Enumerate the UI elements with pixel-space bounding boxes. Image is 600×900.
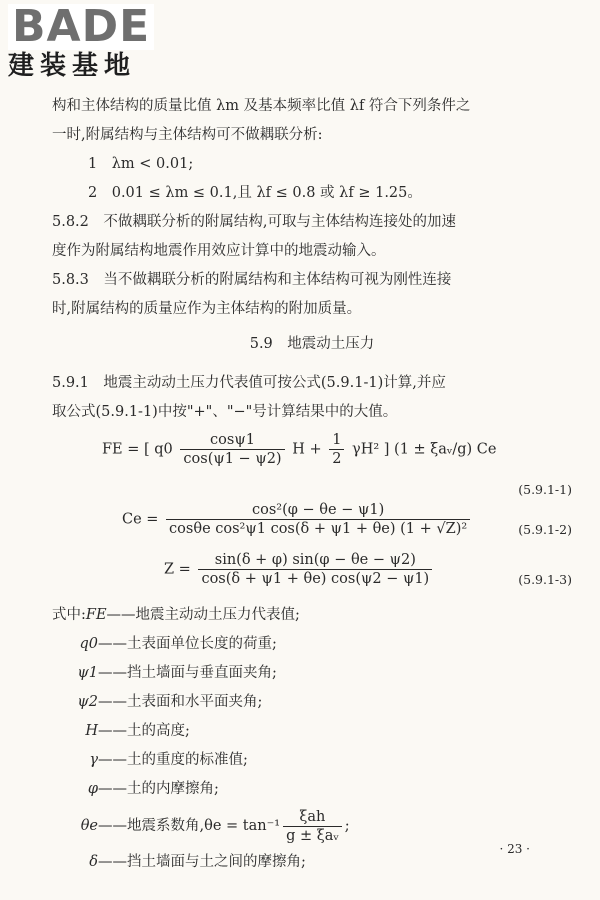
where-symbol: δ: [89, 854, 98, 870]
where-item: [52, 775, 572, 804]
equation-5-9-1-1: [52, 427, 572, 475]
text-line: 构和主体结构的质量比值 λm 及基本频率比值 λf 符合下列条件之: [52, 98, 471, 114]
where-symbol: θe: [80, 818, 98, 834]
eq1-numerator: cosψ1: [180, 431, 284, 450]
text-line: 一时,附属结构与主体结构可不做耦联分析:: [52, 127, 323, 143]
eq1-half-den: 2: [332, 451, 342, 467]
where-item: [52, 601, 572, 630]
where-item: [52, 717, 572, 746]
theta-end: ;: [344, 818, 350, 834]
page-body: [52, 92, 572, 877]
where-symbol: φ: [87, 781, 98, 797]
eq3-left: Z =: [164, 561, 191, 578]
where-text: ——地震系数角,θe = tan⁻¹: [98, 818, 281, 834]
section-title: 5.9 地震动土压力: [249, 336, 375, 352]
eq1-left: FE = [ q0: [102, 441, 173, 458]
where-item: [52, 804, 572, 848]
eq3-fraction: [198, 551, 432, 588]
clause-5-9-1-line1: 5.9.1 地震主动动土压力代表值可按公式(5.9.1-1)计算,并应: [52, 375, 446, 391]
where-lead: 式中:: [52, 607, 86, 623]
equation-5-9-1-3: [52, 551, 572, 601]
where-symbol: H: [85, 723, 98, 739]
eq2-denominator: cosθe cos²ψ1 cos(δ + ψ1 + θe) (1 + √Z)²: [169, 521, 468, 537]
where-item: [52, 630, 572, 659]
eq3-numerator: sin(δ + φ) sin(φ − θe − ψ2): [198, 551, 432, 570]
eq1-half-num: 1: [329, 431, 344, 450]
eq3-number: (5.9.1-3): [518, 572, 572, 587]
logo: [8, 1, 154, 82]
where-symbol: ψ2: [77, 694, 98, 710]
where-text: ——土的高度;: [98, 723, 190, 739]
clause-5-8-2-line2: 度作为附属结构地震作用效应计算中的地震动输入。: [52, 243, 386, 259]
where-text: ——挡土墙面与垂直面夹角;: [98, 665, 277, 681]
where-item: [52, 848, 572, 877]
eq2-number: (5.9.1-2): [518, 522, 572, 537]
where-item: [52, 688, 572, 717]
where-item: [52, 659, 572, 688]
logo-title: BADE: [8, 4, 154, 50]
eq2-left: Ce =: [122, 511, 159, 528]
equation-5-9-1-2: [52, 501, 572, 551]
where-text: ——土表面和水平面夹角;: [98, 694, 263, 710]
where-symbol: q0: [79, 636, 98, 652]
eq1-half: [329, 431, 344, 468]
where-text: ——土的内摩擦角;: [98, 781, 219, 797]
eq1-number: (5.9.1-1): [518, 482, 572, 497]
logo-subtitle: 建装基地: [8, 51, 137, 81]
where-text: ——土的重度的标准值;: [98, 752, 248, 768]
equation-number-row: [52, 475, 572, 501]
condition-1: 1 λm < 0.01;: [88, 156, 194, 172]
clause-5-8-3-line1: 5.8.3 当不做耦联分析的附属结构和主体结构可视为刚性连接: [52, 272, 452, 288]
where-symbol: γ: [89, 752, 98, 768]
theta-denominator: g ± ξaᵥ: [286, 827, 339, 844]
eq2-numerator: cos²(φ − θe − ψ1): [166, 501, 470, 520]
where-symbol: FE: [85, 607, 107, 623]
theta-numerator: ξah: [283, 808, 342, 827]
eq1-right: γH² ] (1 ± ξaᵥ/g) Ce: [352, 441, 497, 458]
where-text: ——土表面单位长度的荷重;: [98, 636, 277, 652]
where-text: ——地震主动动土压力代表值;: [106, 607, 300, 623]
eq3-denominator: cos(δ + ψ1 + θe) cos(ψ2 − ψ1): [201, 571, 430, 587]
eq1-fraction: [180, 431, 284, 468]
eq1-denominator: cos(ψ1 − ψ2): [183, 451, 282, 467]
where-text: ——挡土墙面与土之间的摩擦角;: [98, 854, 306, 870]
page-number: · 23 ·: [499, 842, 530, 856]
theta-fraction: [283, 808, 342, 845]
where-item: [52, 746, 572, 775]
condition-2: 2 0.01 ≤ λm ≤ 0.1,且 λf ≤ 0.8 或 λf ≥ 1.25。: [88, 185, 422, 201]
eq1-mid: H +: [292, 441, 327, 458]
clause-5-9-1-line2: 取公式(5.9.1-1)中按"+"、"−"号计算结果中的大值。: [52, 404, 398, 420]
where-symbol: ψ1: [77, 665, 98, 681]
clause-5-8-2-line1: 5.8.2 不做耦联分析的附属结构,可取与主体结构连接处的加速: [52, 214, 457, 230]
clause-5-8-3-line2: 时,附属结构的质量应作为主体结构的附加质量。: [52, 301, 362, 317]
eq2-fraction: [166, 501, 470, 538]
